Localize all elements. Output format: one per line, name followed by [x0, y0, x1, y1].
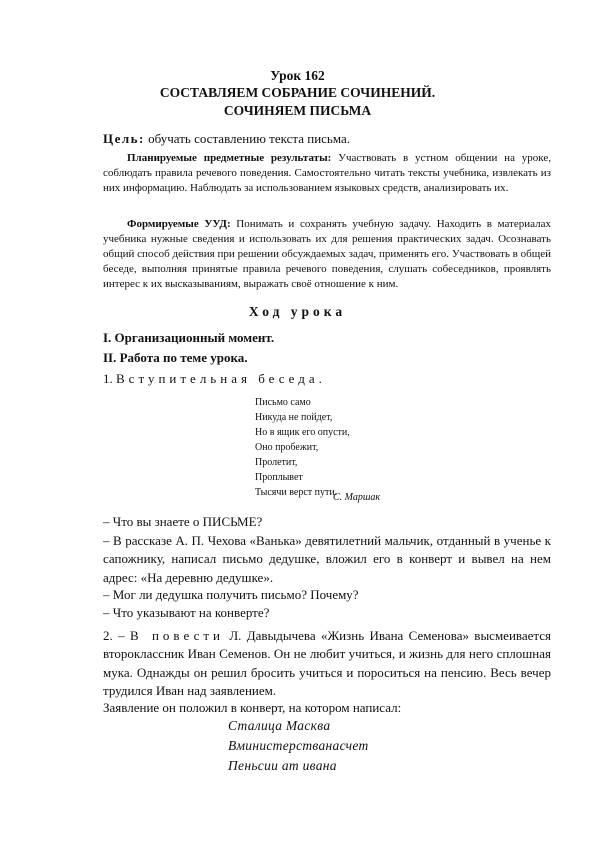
- item2-number: 2. –: [103, 628, 130, 643]
- item1-label: Вступительная беседа.: [116, 371, 326, 386]
- dialog-question-1: – Что вы знаете о ПИСЬМЕ?: [103, 514, 263, 529]
- section-work-on-topic: II. Работа по теме урока.: [103, 350, 248, 365]
- item1-number: 1.: [103, 371, 116, 386]
- poem-line: Проплывет: [255, 472, 303, 483]
- uud-label: Формируемые УУД:: [127, 218, 231, 230]
- poem-line: Тысячи верст пути.: [255, 487, 338, 498]
- lesson-title-line2: СОЧИНЯЕМ ПИСЬМА: [223, 103, 372, 118]
- poem-line: Но в ящик его опусти,: [255, 427, 350, 438]
- planned-results-text: Участвовать в устном общении на уроке, соблюдать правила речевого поведения. Самостоятельно читать тексты учебника, извлекать из них информацию. Наблюдать за использованием языковых средств, анализировать их.: [103, 152, 551, 194]
- envelope-line: Сталица Масква: [228, 718, 331, 733]
- poem-author: С. Маршак: [333, 492, 381, 503]
- dialog-question-3: – Что указывают на конверте?: [103, 605, 270, 620]
- envelope-line: Вминистерстванасчет: [228, 738, 369, 753]
- poem-line: Оно пробежит,: [255, 442, 319, 453]
- section-organizational: I. Организационный момент.: [103, 330, 275, 345]
- goal-label: Цель:: [103, 131, 145, 146]
- dialog-paragraph-chekhov: – В рассказе А. П. Чехова «Ванька» девятилетний мальчик, отданный в ученье к сапожнику, написал письмо дедушке, вложил его в конверт и вывел на нем адрес: «На деревню дедушке».: [103, 533, 551, 585]
- goal-line: [103, 131, 350, 147]
- lesson-title-line1: СОСТАВЛЯЕМ СОБРАНИЕ СОЧИНЕНИЙ.: [159, 85, 436, 100]
- item2-text: Л. Давыдычева «Жизнь Ивана Семенова» высмеивается второклассник Иван Семенов. Он не любит учиться, и жизнь для него сплошная мука. Однажды он решил бросить учиться и пороситься на пенсию. Весь вечер трудился Иван над заявлением.: [103, 628, 552, 699]
- course-heading: Ход урока: [248, 304, 347, 319]
- envelope-intro: Заявление он положил в конверт, на котором написал:: [103, 700, 402, 715]
- item2-spaced-label: В повести: [129, 628, 224, 643]
- goal-text: обучать составлению текста письма.: [144, 131, 351, 146]
- envelope-line: Пеньсии ат ивана: [228, 758, 337, 773]
- item1-heading: [103, 371, 326, 387]
- planned-results-label: Планируемые предметные результаты:: [127, 152, 332, 164]
- uud-paragraph: [103, 217, 551, 292]
- planned-results-paragraph: [103, 151, 551, 196]
- item2-paragraph: [103, 627, 551, 701]
- poem: [255, 395, 350, 500]
- dialog-question-2: – Мог ли дедушка получить письмо? Почему?: [103, 587, 359, 602]
- poem-line: Никуда не пойдет,: [255, 412, 333, 423]
- lesson-number: Урок 162: [270, 68, 325, 83]
- poem-line: Пролетит,: [255, 457, 298, 468]
- uud-text: Понимать и сохранять учебную задачу. Находить в материалах учебника нужные сведения и использовать их для решения практических задач. Осознавать общий способ действия при решении обсуждаемых задач, применять его. Участвовать в общей беседе, выполняя принятые правила речевого поведения, слушать собеседников, проявлять интерес к их высказываниям, выражать своё отношение к ним.: [103, 218, 551, 290]
- poem-line: Письмо само: [255, 397, 311, 408]
